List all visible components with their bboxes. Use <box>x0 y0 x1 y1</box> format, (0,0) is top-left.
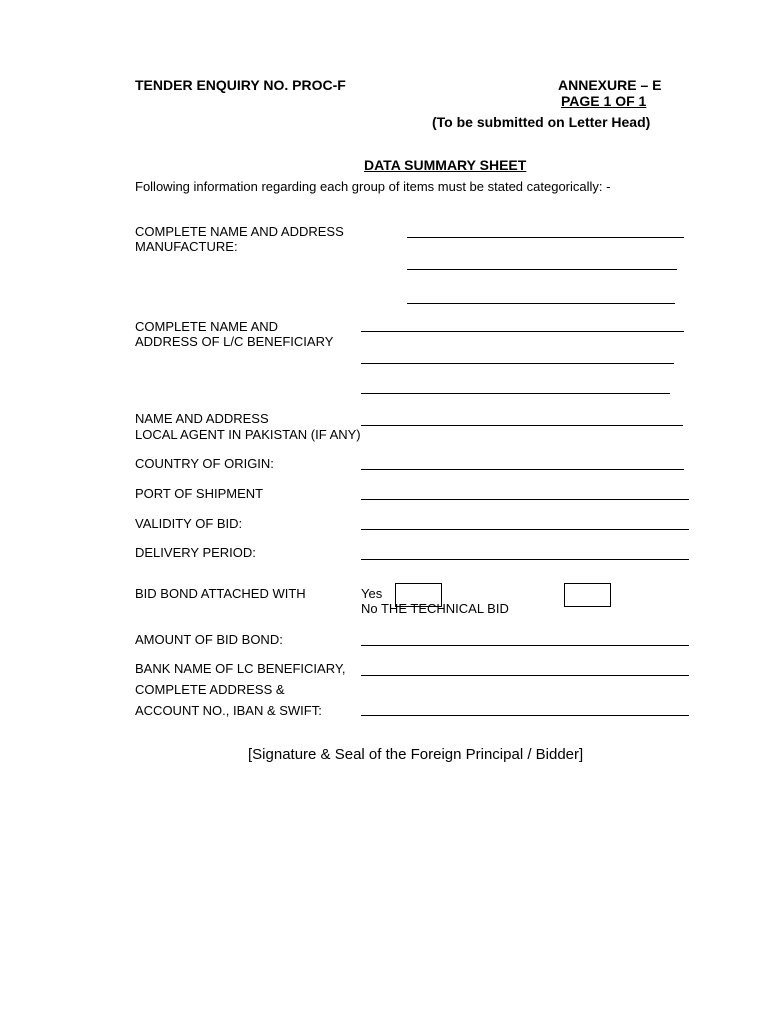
manufacturer-input-line-3[interactable] <box>407 303 675 304</box>
beneficiary-input-line-3[interactable] <box>361 393 670 394</box>
beneficiary-label-line2: ADDRESS OF L/C BENEFICIARY <box>135 334 334 349</box>
beneficiary-input-line-2[interactable] <box>361 363 674 364</box>
agent-label-line2: LOCAL AGENT IN PAKISTAN (IF ANY) <box>135 427 361 442</box>
validity-of-bid-input-line[interactable] <box>361 529 689 530</box>
validity-of-bid-label: VALIDITY OF BID: <box>135 516 243 531</box>
signature-seal-label: [Signature & Seal of the Foreign Principal / Bidder] <box>248 746 584 763</box>
no-technical-bid-label: No THE TECHNICAL BID <box>361 601 509 616</box>
delivery-period-input-line[interactable] <box>361 559 689 560</box>
manufacturer-label-line2: MANUFACTURE: <box>135 239 238 254</box>
manufacturer-input-line-2[interactable] <box>407 269 677 270</box>
manufacturer-input-line-1[interactable] <box>407 237 684 238</box>
amount-of-bid-bond-input-line[interactable] <box>361 645 689 646</box>
annexure-label: ANNEXURE – E <box>558 77 662 93</box>
country-of-origin-input-line[interactable] <box>361 469 684 470</box>
letter-head-note: (To be submitted on Letter Head) <box>432 114 651 130</box>
bank-label-line3: ACCOUNT NO., IBAN & SWIFT: <box>135 703 322 718</box>
port-of-shipment-label: PORT OF SHIPMENT <box>135 486 264 501</box>
bank-label-line2: COMPLETE ADDRESS & <box>135 682 285 697</box>
beneficiary-input-line-1[interactable] <box>361 331 684 332</box>
intro-text: Following information regarding each group of items must be stated categorically: - <box>135 179 611 194</box>
country-of-origin-label: COUNTRY OF ORIGIN: <box>135 456 274 471</box>
tender-enquiry-number: TENDER ENQUIRY NO. PROC-F <box>135 77 346 93</box>
bank-label-line1: BANK NAME OF LC BENEFICIARY, <box>135 661 346 676</box>
manufacturer-label-line1: COMPLETE NAME AND ADDRESS <box>135 224 344 239</box>
bank-input-line-2[interactable] <box>361 715 689 716</box>
port-of-shipment-input-line[interactable] <box>361 499 689 500</box>
delivery-period-label: DELIVERY PERIOD: <box>135 545 256 560</box>
agent-label-line1: NAME AND ADDRESS <box>135 411 269 426</box>
yes-label: Yes <box>361 586 383 601</box>
bid-bond-label: BID BOND ATTACHED WITH <box>135 586 306 601</box>
amount-of-bid-bond-label: AMOUNT OF BID BOND: <box>135 632 283 647</box>
agent-input-line[interactable] <box>361 425 683 426</box>
page-number: PAGE 1 OF 1 <box>561 93 647 109</box>
beneficiary-label-line1: COMPLETE NAME AND <box>135 319 279 334</box>
no-checkbox[interactable] <box>564 583 611 607</box>
document-title: DATA SUMMARY SHEET <box>364 157 527 173</box>
bank-input-line-1[interactable] <box>361 675 689 676</box>
